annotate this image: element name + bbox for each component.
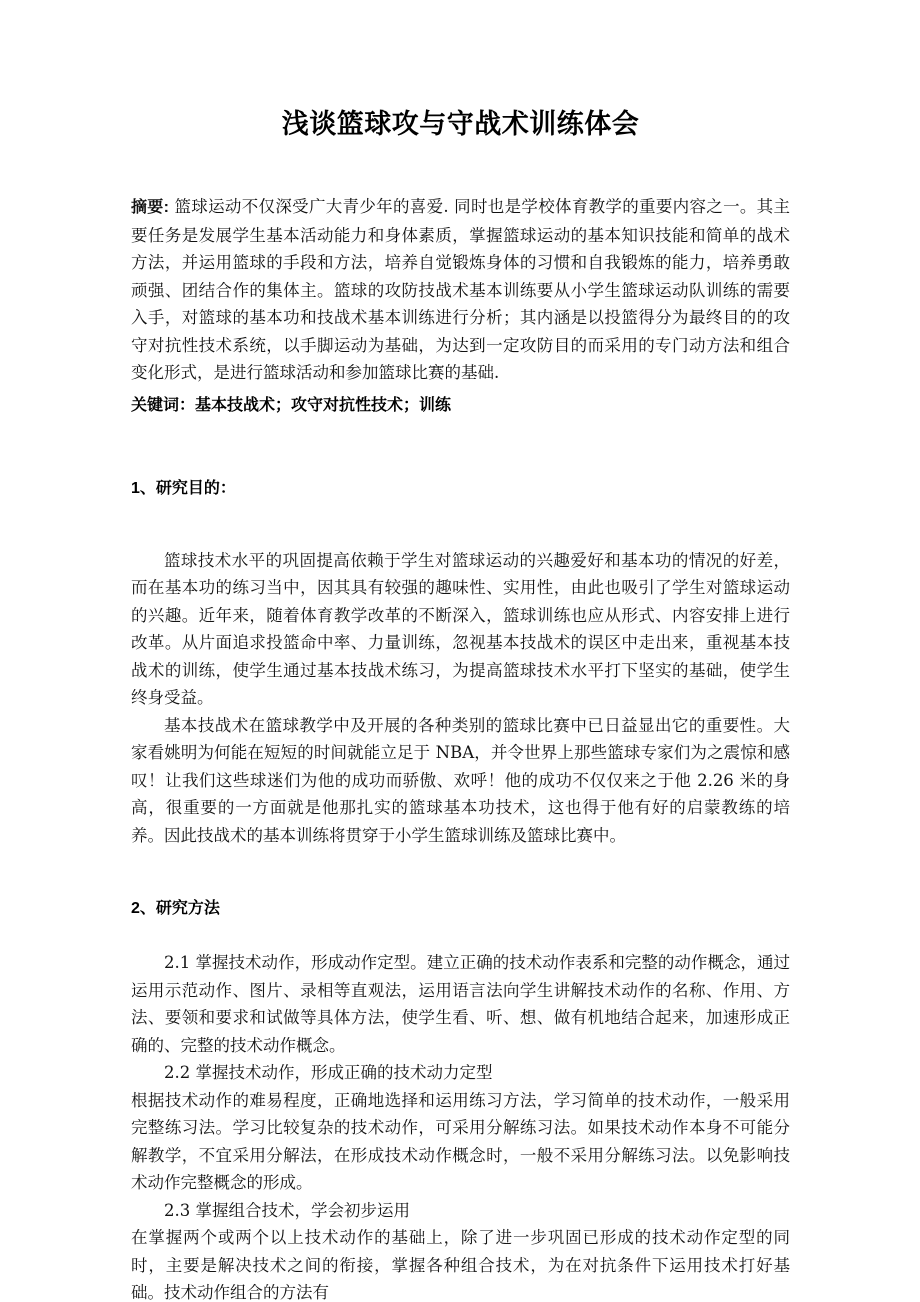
subsection-2-3-title: 2.3 掌握组合技术，学会初步运用 — [164, 1200, 410, 1220]
subsection-2-1-title: 2.1 掌握技术动作，形成动作定型。建立正确的技术动作表系和完整的动作概念，通过运用示范动作、图片、录相等直观法，运用语言法向学生讲解技术动作的名称、作用、方法、要领和要求和试做等具体方法，使学生看、听、想、做有机地结合起来，加速形成正确的、完整的技术动作概念。 — [131, 953, 790, 1055]
subsection-2-2-body: 根据技术动作的难易程度，正确地选择和运用练习方法，学习简单的技术动作，一般采用完整练习法。学习比较复杂的技术动作，可采用分解练习法。如果技术动作本身不可能分解教学，不宜采用分解法，在形成技术动作概念时，一般不采用分解练习法。以免影响技术动作完整概念的形成。 — [131, 1090, 790, 1193]
section-heading-2: 2、研究方法 — [131, 900, 220, 918]
abstract-paragraph — [131, 140, 790, 387]
section-1-paragraph-1: 篮球技术水平的巩固提高依赖于学生对篮球运动的兴趣爱好和基本功的情况的好差，而在基本功的练习当中，因其具有较强的趣味性、实用性，由此也吸引了学生对篮球运动的兴趣。近年来，随着体育教学改革的不断深入，篮球训练也应从形式、内容安排上进行改革。从片面追求投篮命中率、力量训练，忽视基本技战术的误区中走出来，重视基本技战术的训练，使学生通过基本技战术练习，为提高篮球技术水平打下坚实的基础，使学生终身受益。 — [131, 550, 790, 708]
subsection-2-3-body: 在掌握两个或两个以上技术动作的基础上，除了进一步巩固已形成的技术动作定型的同时，主要是解决技术之间的衔接，掌握各种组合技术，为在对抗条件下运用技术打好基础。技术动作组合的方法有 — [131, 1228, 790, 1302]
document-content — [131, 0, 790, 1302]
abstract-label: 摘要: — [131, 199, 169, 217]
subsection-2-2-title: 2.2 掌握技术动作，形成正确的技术动力定型 — [164, 1063, 493, 1083]
spacer-after-section-1-heading — [131, 501, 790, 547]
section-1-paragraph-2: 基本技战术在篮球教学中及开展的各种类别的篮球比赛中已日益显出它的重要性。大家看姚明为何能在短短的时间就能立足于 NBA，并令世界上那些篮球专家们为之震惊和感叹！让我们这些球迷们为他的成功而骄傲、欢呼！他的成功不仅仅来之于他 2.26 米的身高，很重要的一方面就是他那扎实的篮球基本功技术，这也得于他有好的启蒙教练的培养。因此技战术的基本训练将贯穿于小学生篮球训练及篮球比赛中。 — [131, 715, 790, 845]
spacer-after-section-2-heading — [131, 921, 790, 949]
keywords-line: 关键词：基本技战术；攻守对抗性技术；训练 — [131, 396, 452, 414]
page-title: 浅谈篮球攻与守战术训练体会 — [281, 109, 640, 139]
abstract-text: 篮球运动不仅深受广大青少年的喜爱. 同时也是学校体育教学的重要内容之一。其主要任务是发展学生基本活动能力和身体素质，掌握篮球运动的基本知识技能和简单的战术方法，并运用篮球的手段和方法，培养自觉锻炼身体的习惯和自我锻炼的能力，培养勇敢顽强、团结合作的集体主。篮球的攻防技战术基本训练要从小学生篮球运动队训练的需要入手，对篮球的基本功和技战术基本训练进行分析；其内涵是以投篮得分为最终目的的攻守对抗性技术系统，以手脚运动为基础，为达到一定攻防目的而采用的专门动方法和组合变化形式，是进行篮球活动和参加篮球比赛的基础. — [131, 197, 790, 383]
section-heading-1: 1、研究目的： — [131, 479, 236, 497]
